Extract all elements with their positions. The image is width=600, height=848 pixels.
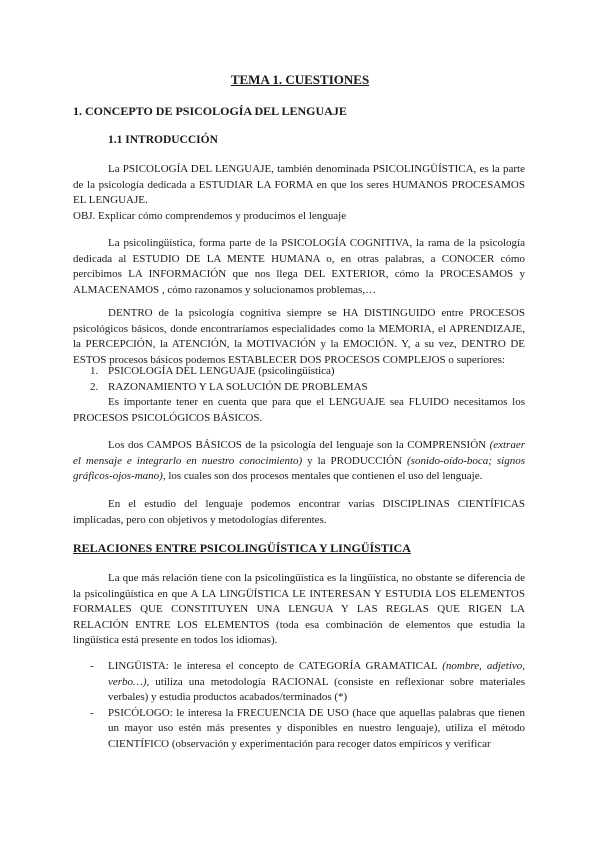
list-item-text: RAZONAMIENTO Y LA SOLUCIÓN DE PROBLEMAS xyxy=(108,380,368,393)
list-item-text: PSICOLOGÍA DEL LENGUAJE (psicolingüística) xyxy=(108,365,335,377)
processes-paragraph xyxy=(73,306,525,368)
paragraph-disciplines: En el estudio del lenguaje podemos encontrar varias DISCIPLINAS CIENTÍFICAS implicadas, pero con objetivos y metodologías diferentes. xyxy=(73,498,525,526)
text-run: LINGÜISTA: le interesa el concepto de CATEGORÍA GRAMATICAL xyxy=(108,660,443,672)
list-item-linguist xyxy=(73,659,525,706)
paragraph-processes: DENTRO de la psicología cognitiva siempre se HA DISTINGUIDO entre PROCESOS psicológicos básicos, donde encontraríamos especialidades como la MEMORIA, el APRENDIZAJE, la PERCEPCIÓN, la ATENCIÓN, la MOTIVACIÓN y la EMOCIÓN. Y, a su vez, DENTRO DE ESTOS procesos básicos podemos ESTABLECER DOS PROCESOS COMPLEJOS o superiores: xyxy=(73,307,525,366)
relations-paragraph xyxy=(73,571,525,649)
page-title: TEMA 1. CUESTIONES xyxy=(230,72,370,87)
text-run: y la PRODUCCIÓN xyxy=(302,454,407,467)
objective-line: OBJ. Explicar cómo comprendemos y producimos el lenguaje xyxy=(73,209,347,222)
list-number: 1. xyxy=(90,365,99,377)
list-item xyxy=(73,364,525,380)
cognitive-paragraph xyxy=(73,236,525,298)
paragraph-fields xyxy=(73,438,525,485)
disciplines-paragraph xyxy=(73,497,525,528)
italic-run: (extraer el mensaje e integrarlo en nuestro conocimiento) xyxy=(73,439,525,467)
text-run: , utiliza una metodología RACIONAL (consiste en reflexionar sobre materiales verbales) y estudia productos acabados/terminados (*) xyxy=(108,675,525,703)
text-run: PSICÓLOGO: le interesa la FRECUENCIA DE USO (hace que aquellas palabras que tienen un mayor uso estén más presentes y disponibles en nuestro lenguaje), utiliza el método CIENTÍFICO (observación y experimentación para recoger datos empíricos y verificar xyxy=(108,706,525,750)
dash-bullet: - xyxy=(90,660,94,672)
paragraph-definition: La PSICOLOGÍA DEL LENGUAJE, también denominada PSICOLINGÜÍSTICA, es la parte de la psicología dedicada a ESTUDIAR LA FORMA en que los seres HUMANOS PROCESAMOS EL LENGUAJE. xyxy=(73,163,525,206)
list-item-psychologist xyxy=(73,706,525,753)
paragraph-relations: La que más relación tiene con la psicolingüística es la lingüística, no obstante se diferencia de la psicolingüística en que A LA LINGÜÍSTICA LE INTERESAN Y ESTUDIA LOS ELEMENTOS FORMALES QUE CONSTITUYEN UNA LENGUA Y LAS REGLAS QUE RIGEN LA RELACIÓN ENTRE LOS ELEMENTOS (toda esa combinación de elementos que estudia la lingüística está presente en todos los idiomas). xyxy=(73,572,525,646)
italic-run: (nombre, adjetivo, verbo…) xyxy=(108,660,526,688)
paragraph-cognitive: La psicolingüística, forma parte de la PSICOLOGÍA COGNITIVA, la rama de la psicología dedicada al ESTUDIO DE LA MENTE HUMANA o, en otras palabras, a CONOCER cómo percibimos LA INFORMACIÓN que nos llega DEL EXTERIOR, cómo la PROCESAMOS y ALMACENAMOS , cómo razonamos y solucionamos problemas,… xyxy=(73,237,525,296)
complex-processes-list xyxy=(73,364,525,395)
comparison-list xyxy=(73,659,525,752)
relations-heading: RELACIONES ENTRE PSICOLINGÜÍSTICA Y LINGÜÍSTICA xyxy=(73,541,411,555)
list-item xyxy=(73,380,525,396)
fluency-paragraph xyxy=(73,395,525,426)
subsection-heading: 1.1 INTRODUCCIÓN xyxy=(108,134,218,146)
paragraph-fluency: Es importante tener en cuenta que para que el LENGUAJE sea FLUIDO necesitamos los PROCESOS PSICOLÓGICOS BÁSICOS. xyxy=(73,396,525,424)
dash-bullet: - xyxy=(90,706,94,719)
intro-paragraph xyxy=(73,162,525,224)
section-heading: 1. CONCEPTO DE PSICOLOGÍA DEL LENGUAJE xyxy=(73,104,347,118)
text-run: , los cuales son dos procesos mentales que contienen el uso del lenguaje. xyxy=(162,470,483,482)
fields-paragraph xyxy=(73,438,525,485)
text-run: Los dos CAMPOS BÁSICOS de la psicología del lenguaje son la COMPRENSIÓN xyxy=(108,439,490,451)
italic-run: (sonido-oído-boca; signos gráficos-ojos-mano) xyxy=(73,454,526,482)
list-number: 2. xyxy=(90,380,99,393)
